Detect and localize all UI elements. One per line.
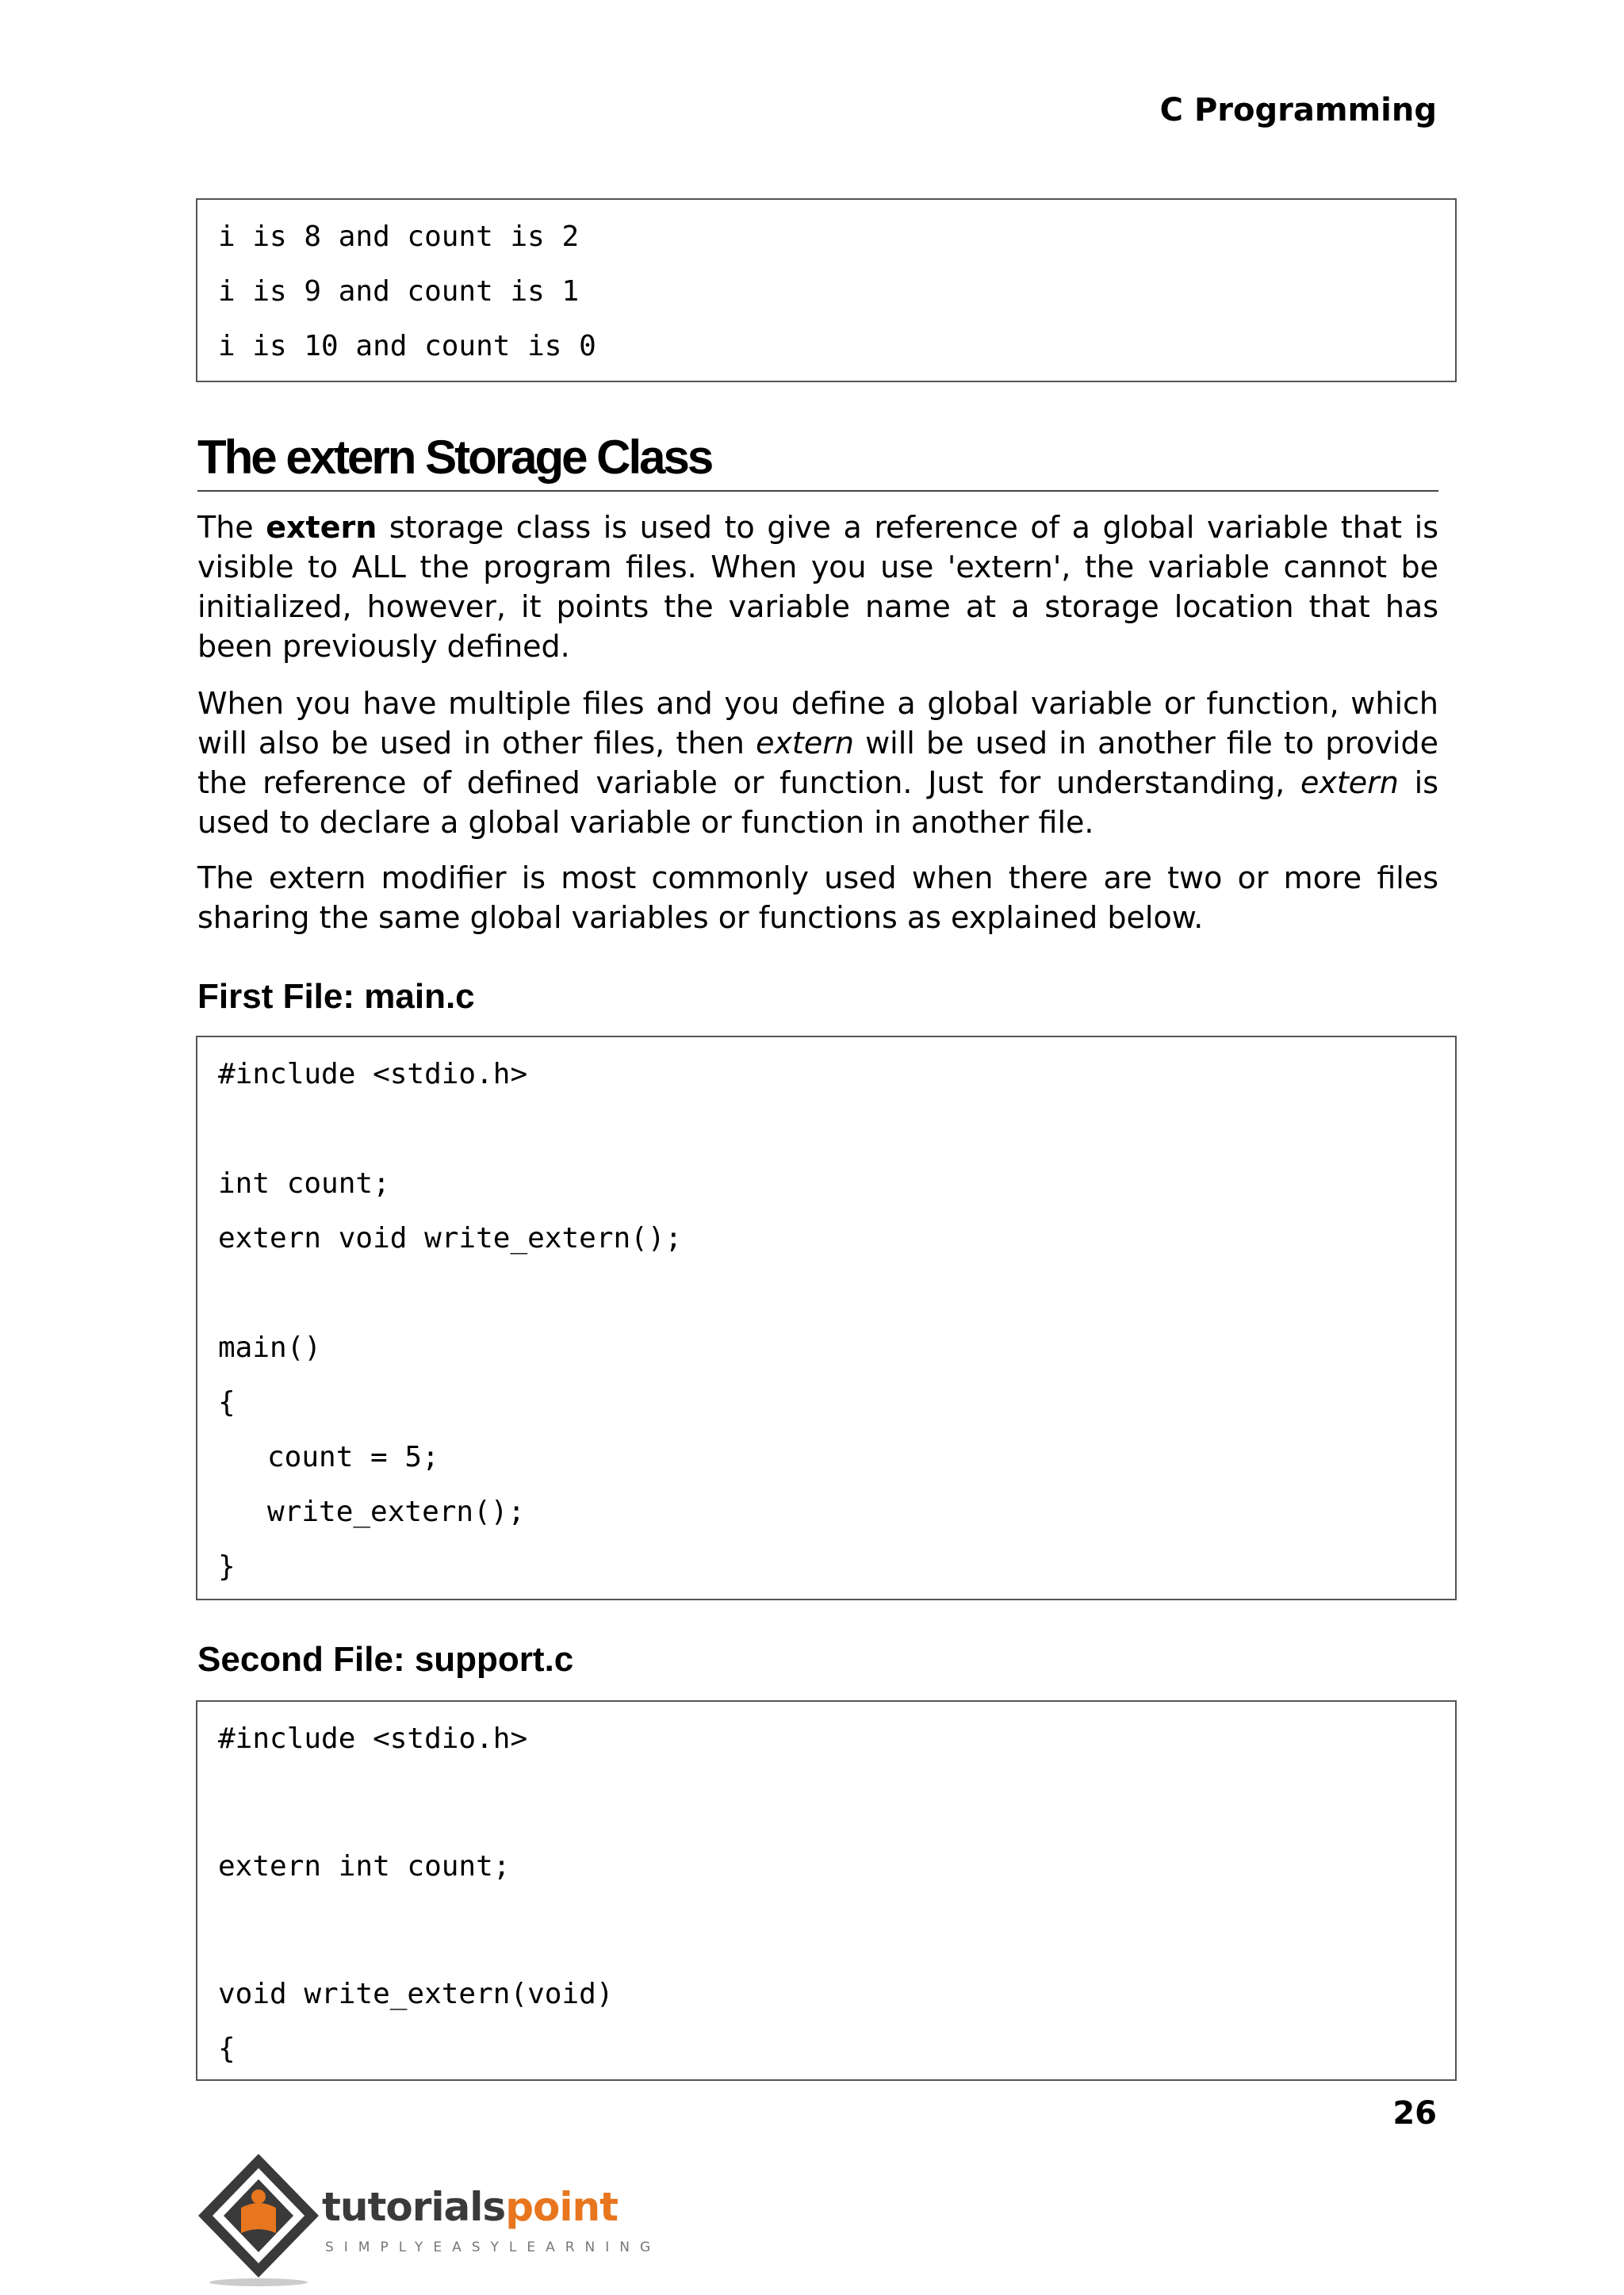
code-line: int count;: [218, 1167, 390, 1200]
code-line: [218, 1902, 1455, 1975]
main-c-code-block: [196, 1036, 1457, 1600]
file1-heading: First File: main.c: [197, 977, 475, 1016]
output-code-block: [196, 198, 1457, 382]
support-c-code-block: [196, 1700, 1457, 2081]
logo-tagline: SIMPLYEASYLEARNING: [325, 2239, 661, 2255]
file2-heading: Second File: support.c: [197, 1640, 574, 1679]
code-line: write_extern();: [267, 1496, 526, 1528]
code-line: i is 8 and count is 2: [218, 220, 580, 253]
paragraph-2: When you have multiple files and you define a global variable or function, which will also be used in other files, then extern will be used in another file to provide the reference of defined variable or function. Just for understanding, extern is used to declare a global variable or function in another file.: [197, 686, 1438, 840]
logo-wordmark: tutorialspoint: [322, 2184, 618, 2230]
code-line: #include <stdio.h>: [218, 1722, 528, 1755]
paragraph-3: The extern modifier is most commonly used when there are two or more files sharing the same global variables or functions as explained below.: [197, 860, 1438, 935]
code-line: }: [218, 1550, 236, 1583]
code-line: {: [218, 1386, 236, 1419]
code-line: {: [218, 2033, 236, 2065]
logo-diamond-icon: [195, 2151, 322, 2287]
code-line: [218, 1274, 1455, 1328]
running-header: C Programming: [1159, 92, 1437, 128]
code-line: i is 9 and count is 1: [218, 275, 580, 308]
code-line: extern int count;: [218, 1850, 511, 1883]
section-title: The extern Storage Class: [197, 427, 1438, 492]
code-line: #include <stdio.h>: [218, 1058, 528, 1090]
code-line: void write_extern(void): [218, 1978, 614, 2010]
code-line: count = 5;: [267, 1441, 439, 1473]
code-line: [218, 1774, 1455, 1847]
paragraph-1: The extern storage class is used to give a reference of a global variable that is visible to ALL the program files. When you use 'extern', the variable cannot be initialized, however, it points the variable name at a storage location that has been previously defined.: [197, 510, 1438, 664]
page-number: 26: [1392, 2095, 1437, 2132]
tutorialspoint-logo: [195, 2151, 661, 2287]
code-line: [218, 1109, 1455, 1164]
code-line: main(): [218, 1331, 322, 1364]
code-line: extern void write_extern();: [218, 1222, 683, 1255]
keyword-extern: extern: [266, 510, 377, 545]
code-line: i is 10 and count is 0: [218, 330, 596, 362]
